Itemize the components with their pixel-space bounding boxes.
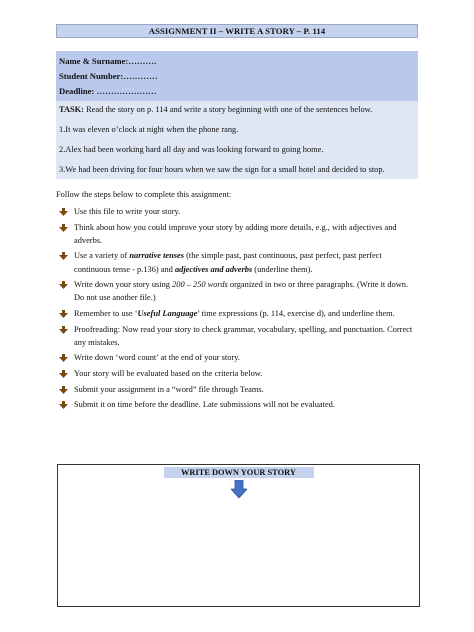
step-item <box>56 278 418 304</box>
step-item <box>56 351 418 364</box>
step-item <box>56 249 418 275</box>
step-text: Submit your assignment in a “word” file through Teams. <box>74 384 264 394</box>
step-text: Proofreading: Now read your story to check grammar, vocabulary, spelling, and punctuation. Correct any mistakes. <box>74 324 413 347</box>
assignment-page <box>56 24 418 414</box>
step-text: Write down ‘word count’ at the end of your story. <box>74 353 240 363</box>
step-item <box>56 383 418 396</box>
down-arrow-bullet-icon <box>59 310 68 318</box>
steps-list <box>56 205 418 411</box>
task-text: Read the story on p. 114 and write a story beginning with one of the sentences below. <box>83 105 373 114</box>
down-arrow-bullet-icon <box>59 354 68 362</box>
story-option-1: 1.It was eleven o’clock at night when the phone rang. <box>59 125 239 134</box>
down-arrow-bullet-icon <box>59 401 68 409</box>
step-text: organized in two or three paragraphs. (Write it down. Do not use another file.) <box>74 280 409 303</box>
step-text: Your story will be evaluated based on the criteria below. <box>74 368 263 378</box>
down-arrow-bullet-icon <box>59 386 68 394</box>
task-box <box>56 101 418 179</box>
step-text: Use this file to write your story. <box>74 207 181 216</box>
down-arrow-icon <box>231 480 247 498</box>
write-story-heading: WRITE DOWN YOUR STORY <box>164 467 314 478</box>
step-text: Use a variety of <box>74 251 130 261</box>
step-item <box>56 398 418 411</box>
student-info-box <box>56 51 418 101</box>
step-item <box>56 323 418 349</box>
deadline-field[interactable]: Deadline: ………………… <box>59 86 157 96</box>
step-text: Think about how you could improve your story by adding more details, e.g., with adjectives and adverbs. <box>74 222 397 245</box>
step-text: (underline them). <box>252 264 313 274</box>
down-arrow-bullet-icon <box>59 208 68 216</box>
narrative-tenses-emphasis: narrative tenses <box>129 251 185 261</box>
story-option-3: 3.We had been driving for four hours when we saw the sign for a small hotel and decided to stop. <box>59 165 385 174</box>
step-text: (the simple past, past continuous, past perfect, past perfect continuous tense - p.136) and <box>74 251 382 274</box>
down-arrow-bullet-icon <box>59 281 68 289</box>
step-item <box>56 307 418 320</box>
task-instruction <box>59 104 415 115</box>
story-writing-area[interactable] <box>57 464 420 607</box>
step-text: Remember to use ‘ <box>74 308 138 318</box>
useful-language-emphasis: Useful Language <box>137 308 198 318</box>
step-text: ’ time expressions (p. 114, exercise d), and underline them. <box>197 308 395 318</box>
step-text: Submit it on time before the deadline. Late submissions will not be evaluated. <box>74 400 335 410</box>
step-item <box>56 367 418 380</box>
adjectives-adverbs-emphasis: adjectives and adverbs <box>174 264 253 274</box>
step-item <box>56 205 418 218</box>
task-label: TASK: <box>59 105 84 114</box>
down-arrow-bullet-icon <box>59 252 68 260</box>
down-arrow-bullet-icon <box>59 370 68 378</box>
down-arrow-bullet-icon <box>59 224 68 232</box>
down-arrow-bullet-icon <box>59 326 68 334</box>
name-surname-field[interactable]: Name & Surname:………. <box>59 56 157 66</box>
student-number-field[interactable]: Student Number:………… <box>59 71 158 81</box>
assignment-title: ASSIGNMENT II – WRITE A STORY – P. 114 <box>56 24 418 38</box>
story-option-2: 2.Alex had been working hard all day and was looking forward to going home. <box>59 145 324 154</box>
steps-intro: Follow the steps below to complete this assignment: <box>56 190 232 199</box>
word-count-emphasis: 200 – 250 words <box>172 280 228 290</box>
step-item <box>56 221 418 247</box>
step-text: Write down your story using <box>74 280 173 290</box>
